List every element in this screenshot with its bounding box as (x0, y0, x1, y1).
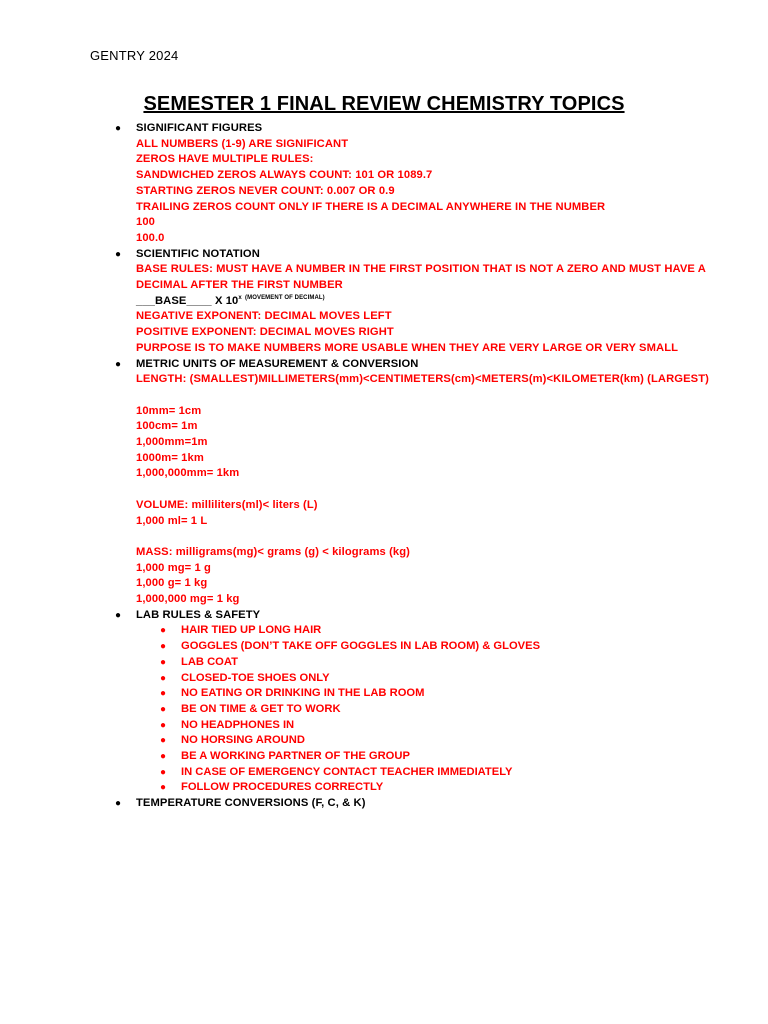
metric-length: LENGTH: (SMALLEST)MILLIMETERS(mm)<CENTIMETERS(cm)<METERS(m)<KILOMETER(km) (LARGEST) (136, 373, 709, 386)
bullet-icon: ● (160, 688, 167, 700)
bullet-icon: ● (160, 641, 167, 653)
lab-rule-item: BE A WORKING PARTNER OF THE GROUP (181, 750, 410, 762)
lab-rule-item: LAB COAT (181, 655, 238, 668)
mass-conversion: 1,000 mg= 1 g (136, 561, 211, 574)
bullet-icon: ● (160, 735, 167, 747)
bullet-icon: ● (160, 625, 167, 637)
sigfigs-line: 100.0 (136, 231, 165, 244)
bullet-icon: ● (160, 782, 167, 794)
sigfigs-line: TRAILING ZEROS COUNT ONLY IF THERE IS A DECIMAL ANYWHERE IN THE NUMBER (136, 200, 606, 213)
scinot-line: NEGATIVE EXPONENT: DECIMAL MOVES LEFT (136, 310, 392, 323)
scinot-line: PURPOSE IS TO MAKE NUMBERS MORE USABLE WHEN THEY ARE VERY LARGE OR VERY SMALL (136, 341, 679, 354)
header-tag: GENTRY 2024 (90, 48, 179, 63)
bullet-icon: ● (160, 703, 167, 715)
formula-main: ___BASE____ X 10 (136, 294, 239, 307)
lab-rule-item: HAIR TIED UP LONG HAIR (181, 624, 322, 637)
mass-conversion: 1,000,000 mg= 1 kg (136, 593, 240, 605)
scinot-line: POSITIVE EXPONENT: DECIMAL MOVES RIGHT (136, 326, 394, 339)
lab-rule-item: CLOSED-TOE SHOES ONLY (181, 671, 330, 684)
bullet-icon: ● (160, 672, 167, 684)
sigfigs-line: ZEROS HAVE MULTIPLE RULES: (136, 153, 314, 166)
section-heading-metric: METRIC UNITS OF MEASUREMENT & CONVERSION (136, 357, 419, 370)
page-title: SEMESTER 1 FINAL REVIEW CHEMISTRY TOPICS (143, 93, 625, 115)
section-heading-lab: LAB RULES & SAFETY (136, 608, 261, 621)
lab-rule-item: BE ON TIME & GET TO WORK (181, 702, 341, 715)
length-conversion: 1000m= 1km (136, 451, 204, 464)
lab-rule-item: GOGGLES (DON’T TAKE OFF GOGGLES IN LAB ROOM) & GLOVES (181, 640, 541, 653)
sigfigs-line: SANDWICHED ZEROS ALWAYS COUNT: 101 OR 1089.7 (136, 169, 433, 182)
bullet-icon: ● (115, 123, 122, 134)
formula-note: (MOVEMENT OF DECIMAL) (245, 294, 325, 301)
lab-rule-item: FOLLOW PROCEDURES CORRECTLY (181, 781, 384, 794)
bullet-icon: ● (115, 609, 122, 621)
lab-rule-item: IN CASE OF EMERGENCY CONTACT TEACHER IMMEDIATELY (181, 765, 513, 778)
scinot-formula (136, 294, 325, 310)
volume-conversion: 1,000 ml= 1 L (136, 514, 208, 527)
bullet-icon: ● (160, 751, 167, 762)
length-conversion: 1,000,000mm= 1km (136, 467, 240, 480)
metric-mass: MASS: milligrams(mg)< grams (g) < kilograms (kg) (136, 545, 410, 558)
mass-conversion: 1,000 g= 1 kg (136, 577, 208, 590)
bullet-icon: ● (115, 358, 122, 370)
sigfigs-line: ALL NUMBERS (1-9) ARE SIGNIFICANT (136, 137, 349, 150)
formula-exponent: x (238, 294, 242, 301)
scinot-rules-line: DECIMAL AFTER THE FIRST NUMBER (136, 279, 343, 291)
section-heading-scinot: SCIENTIFIC NOTATION (136, 247, 260, 260)
sigfigs-line: STARTING ZEROS NEVER COUNT: 0.007 OR 0.9 (136, 184, 395, 197)
lab-rule-item: NO HEADPHONES IN (181, 718, 295, 731)
length-conversion: 10mm= 1cm (136, 404, 202, 417)
section-heading-temp: TEMPERATURE CONVERSIONS (F, C, & K) (136, 797, 366, 810)
lab-rule-item: NO HORSING AROUND (181, 734, 305, 747)
bullet-icon: ● (115, 798, 122, 810)
bullet-icon: ● (160, 656, 167, 668)
bullet-icon: ● (115, 248, 122, 260)
sigfigs-line: 100 (136, 216, 155, 229)
length-conversion: 1,000mm=1m (136, 436, 208, 448)
lab-rule-item: NO EATING OR DRINKING IN THE LAB ROOM (181, 687, 425, 700)
length-conversion: 100cm= 1m (136, 420, 198, 433)
bullet-icon: ● (160, 719, 167, 731)
metric-volume: VOLUME: milliliters(ml)< liters (L) (136, 498, 318, 511)
section-heading-sigfigs: SIGNIFICANT FIGURES (136, 122, 263, 134)
bullet-icon: ● (160, 766, 167, 778)
scinot-rules-line: BASE RULES: MUST HAVE A NUMBER IN THE FIRST POSITION THAT IS NOT A ZERO AND MUST HAVE A (136, 263, 706, 276)
